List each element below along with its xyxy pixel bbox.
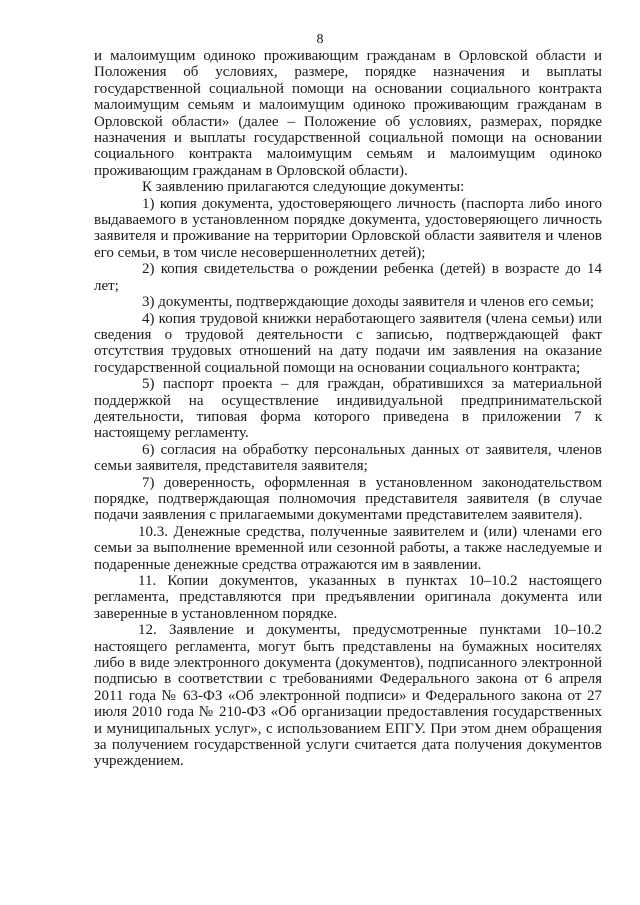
document-body (94, 48, 602, 770)
list-item-2: 2) копия свидетельства о рождении ребенка (детей) в возрасте до 14 лет; (94, 261, 602, 294)
page-number: 8 (316, 32, 324, 47)
list-item-1: 1) копия документа, удостоверяющего личность (паспорта либо иного выдаваемого в установленном порядке документа, удостоверяющего личность заявителя и проживание на территории Орловской области заявителя и членов его семьи, в том числе несовершеннолетних детей); (94, 195, 602, 261)
paragraph-attachments-intro: К заявлению прилагаются следующие документы: (142, 179, 465, 196)
paragraph-10-3: 10.3. Денежные средства, полученные заявителем и (или) членами его семьи за выполнение временной или сезонной работы, а также наследуемые и подаренные денежные средства отражаются им в заявлении. (94, 523, 602, 573)
list-item-7: 7) доверенность, оформленная в установленном законодательством порядке, подтверждающая полномочия представителя заявителя (в случае подачи заявления с прилагаемыми документами представителем заявителя). (94, 474, 602, 524)
list-item-3: 3) документы, подтверждающие доходы заявителя и членов его семьи; (142, 294, 595, 311)
paragraph-12: 12. Заявление и документы, предусмотренные пунктами 10–10.2 настоящего регламента, могут быть представлены на бумажных носителях либо в виде электронного документа (документов), подписанного электронной подписью в соответствии с требованиями Федерального закона от 6 апреля 2011 года № 63-ФЗ «Об электронной подписи» и Федерального закона от 27 июля 2010 года № 210-ФЗ «Об организации предоставления государственных и муниципальных услуг», с использованием ЕПГУ. При этом днем обращения за получением государственной услуги считается дата получения документов учреждением. (94, 622, 602, 770)
list-item-5: 5) паспорт проекта – для граждан, обратившихся за материальной поддержкой на осуществление индивидуальной предпринимательской деятельности, типовая форма которого приведена в приложении 7 к настоящему регламенту. (94, 376, 602, 442)
paragraph-11: 11. Копии документов, указанных в пунктах 10–10.2 настоящего регламента, представляются при предъявлении оригинала документа или заверенные в установленном порядке. (94, 573, 602, 622)
list-item-4: 4) копия трудовой книжки неработающего заявителя (члена семьи) или сведения о трудовой деятельности с записью, подтверждающей факт отсутствия трудовых отношений на дату подачи им заявления на оказание государственной социальной помощи на основании социального контракта; (94, 310, 602, 376)
paragraph-continuation: и малоимущим одиноко проживающим гражданам в Орловской области и Положения об условиях, размере, порядке назначения и выплаты государственной социальной помощи на основании социального контракта малоимущим семьям и малоимущим одиноко проживающим гражданам в Орловской области» (далее – Положение об условиях, размерах, порядке назначения и выплаты государственной социальной помощи на основании социального контракта малоимущим семьям и малоимущим одиноко проживающим гражданам в Орловской области). (94, 48, 602, 179)
list-item-6: 6) согласия на обработку персональных данных от заявителя, членов семьи заявителя, представителя заявителя; (94, 441, 602, 475)
